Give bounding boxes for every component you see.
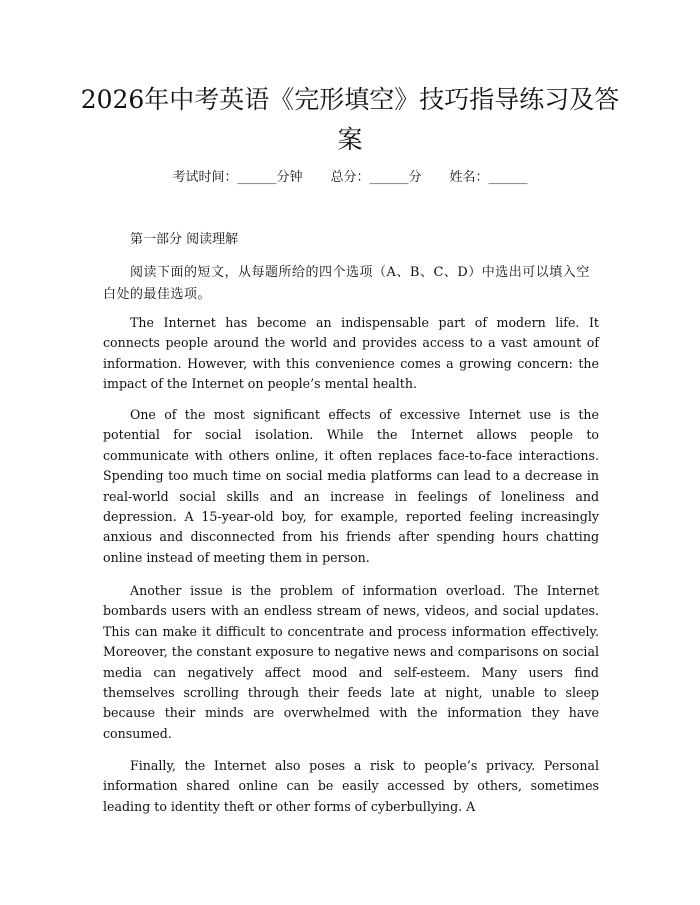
passage-paragraph-4: Finally, the Internet also poses a risk to people’s privacy. Personal information shared online can be easily accessed by others, sometimes leading to identity theft or other forms of cyberbullying. A: [103, 758, 599, 814]
exam-score-field: 总分：______分: [330, 170, 422, 185]
exam-time-field: 考试时间：______分钟: [172, 170, 303, 185]
exam-info-line: [0, 168, 700, 188]
section-heading: 第一部分 阅读理解: [130, 232, 239, 247]
passage-paragraph-3: Another issue is the problem of information overload. The Internet bombards users with an endless stream of news, videos, and social updates. This can make it difficult to concentrate and process information effectively. Moreover, the constant exposure to negative news and comparisons on social media can negatively affect mood and self-esteem. Many users find themselves scrolling through their feeds late at night, unable to sleep because their minds are overwhelmed with the information they have consumed.: [103, 583, 599, 741]
passage-paragraph-1: The Internet has become an indispensable part of modern life. It connects people around the world and provides access to a vast amount of information. However, with this convenience comes a growing concern: the impact of the Internet on people’s mental health.: [103, 315, 599, 392]
document-title: 2026年中考英语《完形填空》技巧指导练习及答案: [80, 85, 620, 154]
passage-paragraph-2: One of the most significant effects of excessive Internet use is the potential for social isolation. While the Internet allows people to communicate with others online, it often replaces face-to-face interactions. Spending too much time on social media platforms can lead to a decrease in real-world social skills and an increase in feelings of loneliness and depression. A 15-year-old boy, for example, reported feeling increasingly anxious and disconnected from his friends after spending hours chatting online instead of meeting them in person.: [103, 407, 599, 565]
instructions-paragraph: 阅读下面的短文，从每题所给的四个选项（A、B、C、D）中选出可以填入空白处的最佳选项。: [103, 265, 590, 302]
exam-name-field: 姓名：______: [449, 170, 528, 185]
